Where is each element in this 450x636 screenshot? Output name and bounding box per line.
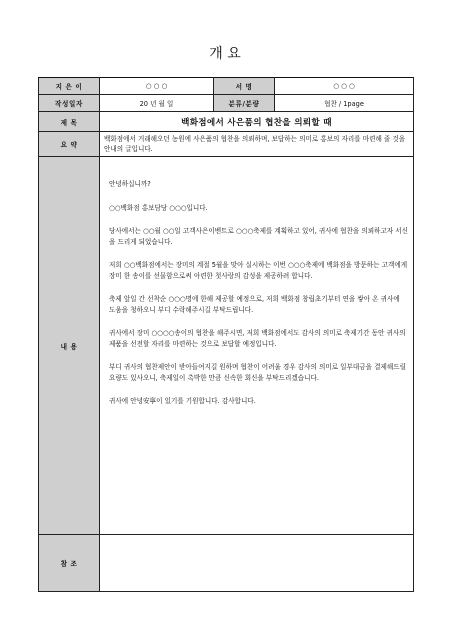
content-paragraph: 축제 앞일 간 선착순 ○○○명에 한해 제공할 예정으로, 저희 백화점 창립초기부터 연을 쌓아 온 귀사에 도움을 청하오니 부디 수락해주시길 부탁드립니다. xyxy=(109,295,400,314)
content-paragraph: 부디 귀사의 협찬제안이 받아들여지길 원하며 협찬이 어려울 경우 감사의 의미로 일부대금을 결제해드릴 요량도 있사오니, 축제일이 촉박한 만큼 신속한 회신을 부탁드리겠습니다. xyxy=(109,363,406,382)
content-paragraph: 귀사에 안녕安寧이 있기를 기원합니다. 감사합니다. xyxy=(109,397,256,405)
category-value: 협찬 / 1page xyxy=(275,95,414,112)
summary-label: 요 약 xyxy=(39,132,100,157)
content-row xyxy=(39,157,414,535)
date-row xyxy=(39,95,414,112)
date-label: 작성일자 xyxy=(39,95,100,112)
reference-row xyxy=(39,535,414,592)
content-paragraph: 저희 ○○백화점에서는 장미의 계절 5월을 맞아 실시하는 이번 ○○○축제에 백화점을 방문하는 고객에게 장미 한 송이를 선물함으로써 아련한 첫사랑의 감성을 제공하려 합니다. xyxy=(109,261,408,280)
reference-value xyxy=(100,535,414,592)
summary-row xyxy=(39,132,414,157)
author-value: ○ ○ ○ xyxy=(100,78,214,95)
content-body xyxy=(100,157,414,535)
author-label: 지 은 이 xyxy=(39,78,100,95)
overview-form xyxy=(38,77,414,592)
subject-value: 백화점에서 사은품의 협찬을 의뢰할 때 xyxy=(100,112,414,132)
date-value: 20 년 월 일 xyxy=(100,95,214,112)
author-row xyxy=(39,78,414,95)
content-paragraph: 당사에서는 ○○월 ○○일 고객사은이벤트로 ○○○축제를 계획하고 있어, 귀사에 협찬을 의뢰하고자 서신을 드리게 되었습니다. xyxy=(109,227,409,246)
document-title: 개 요 xyxy=(209,46,241,62)
subject-row xyxy=(39,112,414,132)
category-label: 분류/분량 xyxy=(214,95,275,112)
content-label: 내 용 xyxy=(39,157,100,535)
content-paragraph: 귀사에서 장미 ○○○○송이의 협찬을 해주시면, 저희 백화점에서도 감사의 의미로 축제기간 동안 귀사의 제품을 선전할 자리를 마련하는 것으로 보답할 예정입니다. xyxy=(109,329,406,348)
subject-label: 제 목 xyxy=(39,112,100,132)
signature-label: 서 명 xyxy=(214,78,275,95)
content-paragraph: 안녕하십니까? xyxy=(109,180,151,188)
summary-value: 백화점에서 거래해오던 농원에 사은품의 협찬을 의뢰하며, 보답하는 의미로 홍보의 자리를 마련해 줄 것을 안내의 글입니다. xyxy=(100,132,414,157)
content-paragraph: ○○백화점 홍보담당 ○○○입니다. xyxy=(109,203,208,212)
signature-value: ○ ○ ○ xyxy=(275,78,414,95)
reference-label: 참 조 xyxy=(39,535,100,592)
